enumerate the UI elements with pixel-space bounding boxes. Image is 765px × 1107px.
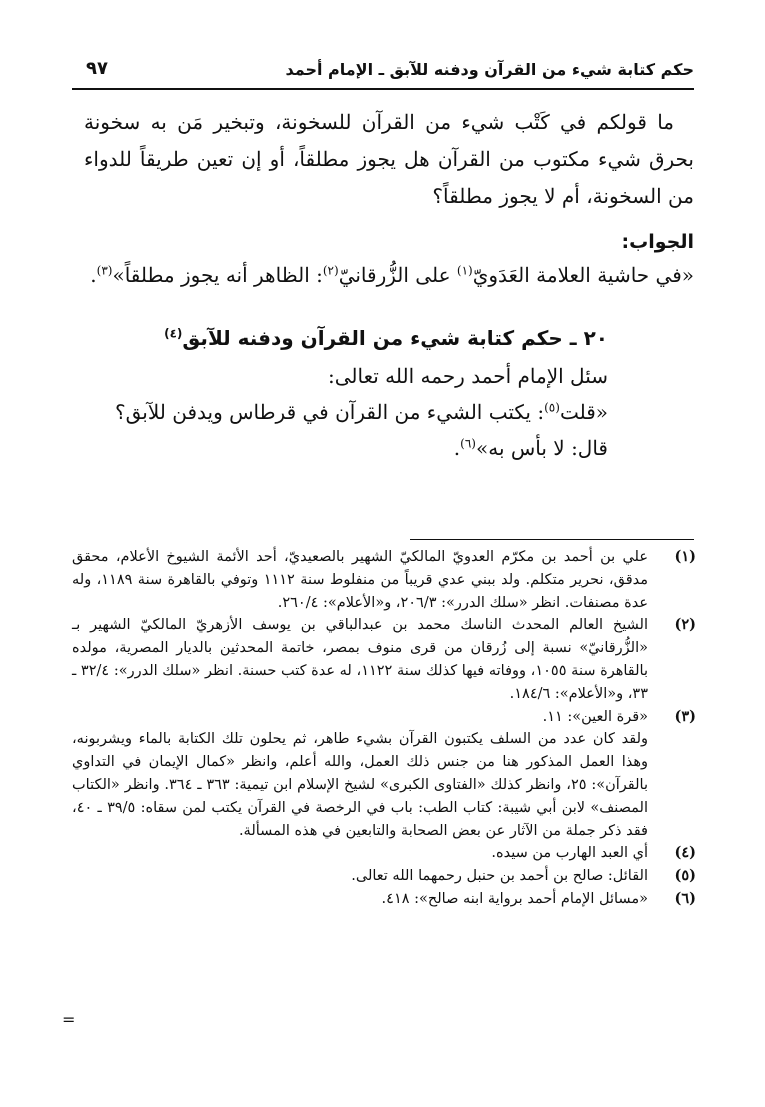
footnote-text: «مسائل الإمام أحمد برواية ابنه صالح»: ٤١٨. [381,890,648,907]
section-answer [84,430,694,466]
answer-text-3: : الظاهر أنه يجوز مطلقاً» [112,263,323,287]
section-question [84,394,694,430]
footnote-number: (٤) [674,844,696,862]
footnote-1 [72,546,696,614]
footnote-ref-3[interactable]: (٣) [96,263,113,278]
footnote-2 [72,614,696,705]
footnote-ref-5[interactable]: (٥) [544,400,560,415]
footnote-6 [72,888,696,911]
footnote-number: (١) [674,548,696,565]
footnote-text: علي بن أحمد بن مكرّم العدويّ المالكيّ الشهير بالصعيديّ، أحد الأئمة الشيوخ الأعلام، محقق مدقق، نحرير متكلم. ولد ببني عدي قريباً من منفلوط سنة ١١١٢ وتوفي بالقاهرة سنة ١١٨٩، وله عدة مصنفات. انظر «سلك الدرر»: ٢٠٦/٣، و«الأعلام»: ٢٦٠/٤. [72,549,648,611]
footnote-3 [72,706,696,729]
footnote-5 [72,865,696,888]
answer-text-2: على الزُّرقانيّ [338,263,457,287]
footnote-ref-1[interactable]: (١) [456,263,473,278]
footnote-number: (٢) [674,616,696,634]
margin-mark: = [62,1010,76,1029]
answer-label: الجواب: [621,231,694,253]
footnote-ref-2[interactable]: (٢) [322,263,339,278]
footnote-number: (٦) [674,889,696,907]
footnote-4 [72,842,696,865]
section-heading [84,320,694,356]
main-text [84,104,694,466]
question-body: : يكتب الشيء من القرآن في قرطاس ويدفن للآبق؟ [115,400,545,424]
footnote-ref-4[interactable]: (٤) [164,326,183,341]
answer-end: . [90,263,97,287]
section-title-text: ٢٠ ـ حكم كتابة شيء من القرآن ودفنه للآبق [182,326,608,350]
answer-text-1: «في حاشية العلامة العَدَويّ [472,263,694,287]
answer-start: قال: لا بأس به» [475,436,608,460]
footnote-text: القائل: صالح بن أحمد بن حنبل رحمهما الله تعالى. [351,868,648,885]
footnote-number: (٥) [674,867,696,885]
header-rule [72,88,694,90]
footnote-separator [410,539,694,540]
footnotes [72,546,696,911]
question-paragraph: ما قولكم في كَتْب شيء من القرآن للسخونة، وتبخير مَن به سخونة بحرق شيء مكتوب من القرآن هل يجوز مطلقاً، أو إن تعين طريقاً للدواء من السخونة، أم لا يجوز مطلقاً؟ [84,110,694,208]
section-intro: سئل الإمام أحمد رحمه الله تعالى: [328,364,608,388]
page-number: ٩٧ [86,58,108,79]
footnote-text: الشيخ العالم المحدث الناسك محمد بن عبدالباقي بن يوسف الأزهريّ المالكيّ الشهير بـ «الزُّرقانيّ» نسبة إلى زُرقان من قرى منوف بمصر، خاتمة المحدثين بالديار المصرية، مولده بالقاهرة سنة ١٠٥٥، ووفاته فيها كذلك سنة ١١٢٢، له عدة كتب حسنة. انظر «سلك الدرر»: ٣٢/٤ ـ ٣٣، و«الأعلام»: ١٨٤/٦. [72,617,649,702]
answer-paragraph [84,257,694,294]
footnote-text: أي العبد الهارب من سيده. [491,845,648,862]
footnote-text: «قرة العين»: ١١. [542,708,648,725]
footnote-number: (٣) [674,707,696,725]
answer-period: . [453,436,461,460]
footnote-ref-6[interactable]: (٦) [460,436,476,451]
footnote-3-continuation: ولقد كان عدد من السلف يكتبون القرآن بشيء طاهر، ثم يحلون تلك الكتابة بالماء ويشربونه، وهذا العمل المذكور هنا من جنس ذلك العمل، والله أعلم، وانظر «كمال الإيمان في التداوي بالقرآن»: ٢٥، وانظر كذلك «الفتاوى الكبرى» لشيخ الإسلام ابن تيمية: ٣٦٣ ـ ٣٦٤. وانظر «الكتاب المصنف» لابن أبي شيبة: كتاب الطب: باب في الرخصة في القرآن يكتب لمن سقاه: ٣٩/٥ ـ ٤٠، فقد ذكر جملة من الآثار عن بعض الصحابة والتابعين في هذه المسألة. [72,731,648,839]
page-header [72,58,694,88]
running-title: حكم كتابة شيء من القرآن ودفنه للآبق ـ الإمام أحمد [285,60,694,79]
question-start: «قلت [559,400,608,424]
